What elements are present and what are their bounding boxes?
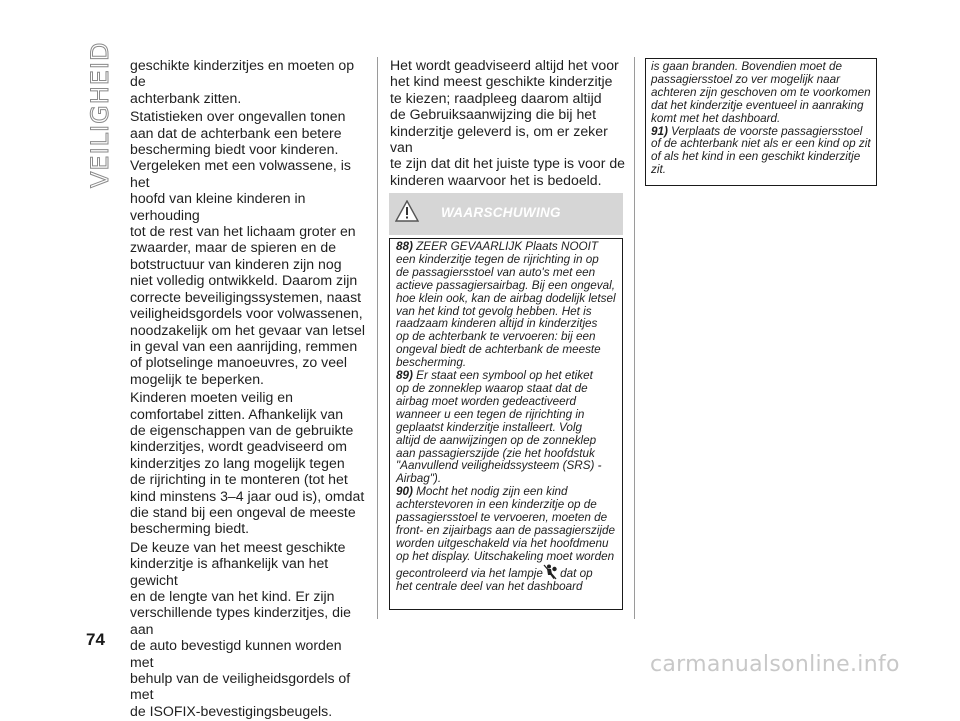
warning-triangle-icon [395, 200, 419, 222]
warning-item [396, 486, 616, 593]
paragraph: De keuze van het meest geschikte kinderzitje is afhankelijk van het gewicht en de lengte van het kind. Er zijn verschillende types kinderzitjes, die aan de auto bevestigd kunnen worden met behulp van de veiligheidsgordels of met de ISOFIX-bevestigingsbeugels. [130, 538, 351, 719]
warning-item [396, 241, 616, 370]
warning-text: Mocht het nodig zijn een kind achterstevoren in een kinderzitje op de passagiersstoel te vervoeren, moeten de front- en zijairbags aan de passagierszijde worden uitgeschakeld via het hoofdmenu op het display. Uitschakeling moet worden gecontroleerd via het lampje [396, 485, 615, 580]
page-number: 74 [86, 630, 105, 649]
paragraph: Het wordt geadviseerd altijd het voor het kind meest geschikte kinderzitje te kiezen; raadpleeg daarom altijd de Gebruiksaanwijzing die bij het kinderzitje geleverd is, om er zeker van te zijn dat dit het juiste type is voor de kinderen waarvoor het is bedoeld. [390, 57, 626, 188]
warning-text: Er staat een symbool op het etiket op de zonneklep waarop staat dat de airbag moet worden gedeactiveerd wanneer u een tegen de rijrichting in geplaatst kinderzitje installeert. Volg altijd de aanwijzingen op de zonneklep aan passagierszijde (zie het hoofdstuk "Aanvullend veiligheidssysteem (SRS) - Airbag"). [396, 369, 602, 486]
warning-continuation-text: is gaan branden. Bovendien moet de passagiersstoel zo ver mogelijk naar achteren zijn geschoven om te voorkomen dat het kinderzitje eventueel in aanraking komt met het dashboard. [651, 60, 871, 125]
warning-text: dat op het centrale deel van het dashboard [396, 566, 593, 593]
column-divider [634, 57, 635, 619]
airbag-off-lamp-icon [543, 564, 557, 580]
column-middle [390, 57, 630, 190]
warning-box [389, 193, 623, 611]
reference-number: 91) [651, 124, 668, 138]
reference-number: 88) [396, 240, 413, 253]
reference-number: 90) [396, 485, 413, 499]
warning-item [651, 126, 872, 178]
warning-body [389, 238, 623, 610]
reference-number: 89) [396, 369, 413, 383]
warning-text: Verplaats de voorste passagiersstoel of de achterbank niet als er een kind op zit of als het kind in een geschikt kinderzitje zit. [651, 124, 871, 177]
warning-item [396, 370, 616, 486]
warning-header [389, 193, 623, 235]
watermark: carmanualsonline.info [650, 652, 900, 677]
column-left [130, 57, 366, 721]
warning-continuation-box [645, 58, 877, 186]
warning-text: ZEER GEVAARLIJK Plaats NOOIT een kinderzitje tegen de rijrichting in op de passagiersstoel van auto's met een actieve passagiersairbag. Bij een ongeval, hoe klein ook, kan de airbag dodelijk letsel van het kind tot gevolg hebben. Het is raadzaam kinderen altijd in kinderzitjes op de achterbank te vervoeren: bij een ongeval biedt de achterbank de meeste bescherming. [396, 240, 616, 370]
column-divider [377, 57, 378, 619]
paragraph: Kinderen moeten veilig en comfortabel zitten. Afhankelijk van de eigenschappen van de gebruikte kinderzitjes, wordt geadviseerd om kinderzitjes zo lang mogelijk tegen de rijrichting in te monteren (tot het kind minstens 3–4 jaar oud is), omdat die stand bij een ongeval de meeste bescherming biedt. [130, 389, 365, 537]
paragraph: Statistieken over ongevallen tonen aan dat de achterbank een betere bescherming biedt voor kinderen. Vergeleken met een volwassene, is het hoofd van kleine kinderen in verhouding tot de rest van het lichaam groter en zwaarder, maar de spieren en de botstructuur van kinderen zijn nog niet volledig ontwikkeld. Daarom zijn correcte beveiligingssystemen, naast veiligheidsgordels voor volwassenen, noodzakelijk om het gevaar van letsel in geval van een aanrijding, remmen of plotselinge manoeuvres, zo veel mogelijk te beperken. [130, 108, 366, 387]
paragraph: geschikte kinderzitjes en moeten op de achterbank zitten. [130, 57, 355, 106]
warning-title: WAARSCHUWING [441, 205, 561, 220]
section-title: VEILIGHEID [86, 41, 114, 188]
